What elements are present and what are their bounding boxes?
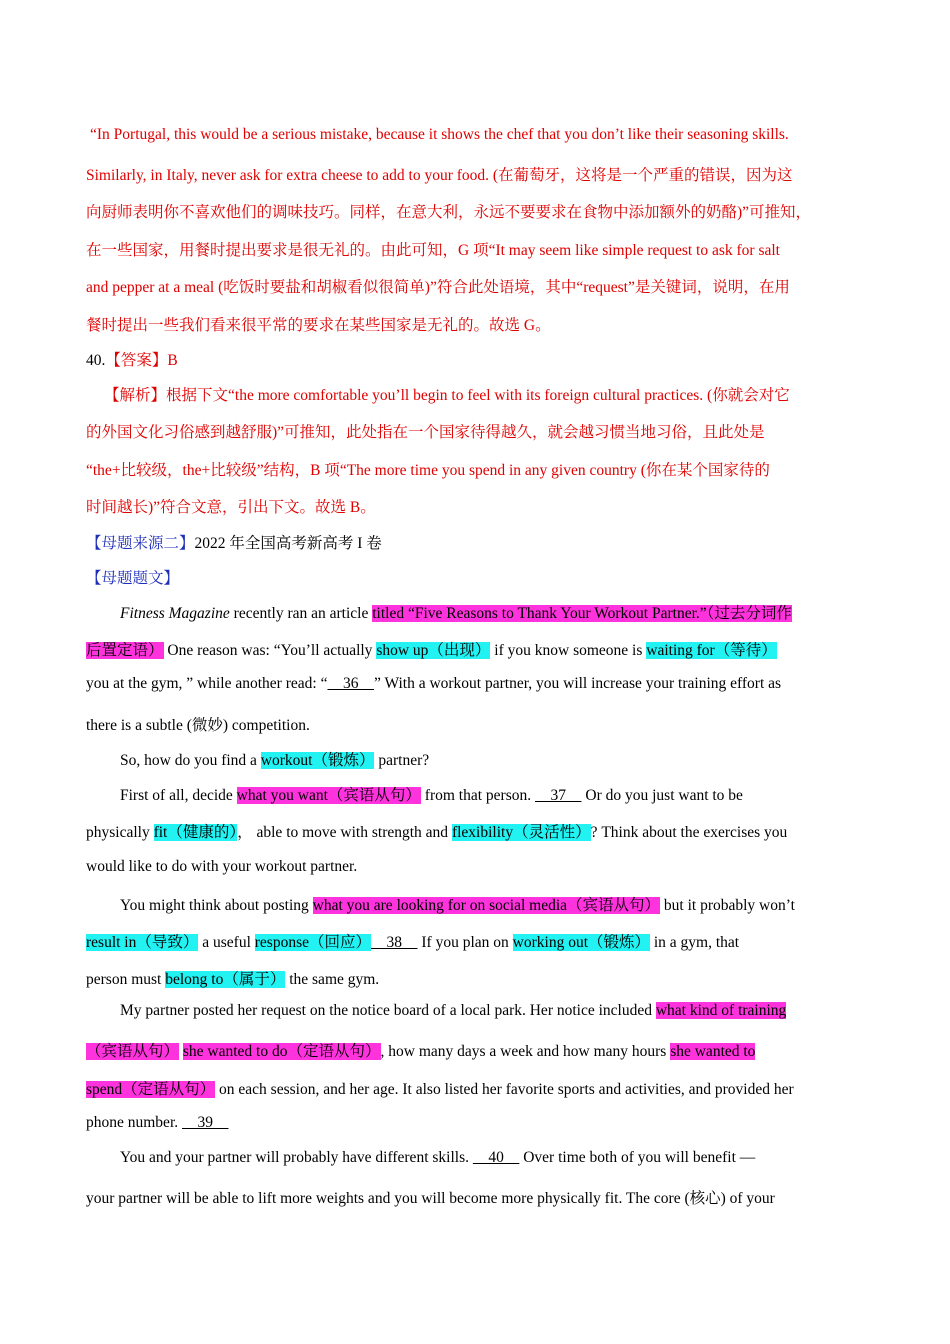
- magazine-title: Fitness Magazine: [120, 605, 230, 622]
- text-span: from that person.: [420, 787, 535, 804]
- text-span: First of all, decide: [120, 787, 237, 804]
- highlight-vocab: waiting for（等待）: [646, 642, 777, 659]
- text-span: phone number.: [86, 1114, 182, 1131]
- blank-39[interactable]: 39: [182, 1114, 229, 1131]
- text-span: a useful: [198, 934, 255, 951]
- passage-p4-line-3: [86, 967, 379, 989]
- q40-answer: B: [167, 352, 178, 369]
- blank-37[interactable]: 37: [535, 787, 582, 804]
- q39-analysis-line-3: 向厨师表明你不喜欢他们的调味技巧。同样，在意大利，永远不要要求在食物中添加额外的奶酪)”可推知，: [86, 204, 812, 221]
- source-text: 2022 年全国高考新高考 I 卷: [194, 535, 382, 552]
- passage-p1-line-3: [86, 675, 781, 693]
- text-span: If you plan on: [417, 934, 513, 951]
- q40-answer-tag: 【答案】: [105, 352, 168, 369]
- q40-answer-line: [86, 348, 178, 370]
- passage-p4-line-1: [86, 893, 795, 915]
- highlight-grammar: titled “Five Reasons to Thank Your Workout Partner.”（过去分词作: [372, 605, 792, 622]
- text-span: ， able to move with strength and: [237, 824, 452, 841]
- text-span: So, how do you find a: [120, 752, 261, 769]
- passage-p5-line-4: [86, 1114, 229, 1132]
- highlight-grammar: she wanted to do（定语从句）: [182, 1043, 381, 1060]
- q40-number: 40.: [86, 352, 106, 369]
- blank-36[interactable]: 36: [327, 675, 374, 692]
- text-span: , how many days a week and how many hours: [380, 1043, 671, 1060]
- text-span: partner?: [374, 752, 430, 769]
- q39-analysis-line-5: and pepper at a meal (吃饭时要盐和胡椒看似很简单)”符合此处语境，其中“request”是关键词，说明，在用: [86, 279, 790, 296]
- passage-p6-line-2: your partner will be able to lift more weights and you will become more physically fit. The core (核心) of your: [86, 1190, 775, 1207]
- q39-analysis-line-1: “In Portugal, this would be a serious mistake, because it shows the chef that you don’t like their seasoning skills.: [90, 126, 789, 143]
- text-span: Over time both of you will benefit —: [519, 1149, 756, 1166]
- highlight-grammar: （宾语从句）: [86, 1043, 180, 1060]
- highlight-grammar: what you want（宾语从句）: [236, 787, 421, 804]
- passage-p5-line-3: [86, 1077, 794, 1099]
- highlight-vocab: flexibility（灵活性）: [451, 824, 591, 841]
- passage-p4-line-2: [86, 930, 739, 952]
- highlight-grammar: spend（定语从句）: [86, 1081, 216, 1098]
- highlight-grammar: what kind of training: [655, 1002, 787, 1019]
- q40-analysis-line-1: [86, 383, 790, 405]
- q39-analysis-line-2: Similarly, in Italy, never ask for extra cheese to add to your food. (在葡萄牙，这将是一个严重的错误，因为这: [86, 167, 793, 184]
- q40-analysis-line-2: 的外国文化习俗感到越舒服)”可推知，此处指在一个国家待得越久，就会越习惯当地习俗，且此处是: [86, 424, 765, 441]
- passage-p1-line-2: [86, 638, 777, 660]
- text-span: you at the gym, ” while another read: “: [86, 675, 328, 692]
- passage-p6-line-1: [86, 1149, 755, 1167]
- text-span: ” With a workout partner, you will increase your training effort as: [373, 675, 782, 692]
- q40-analysis-tag: 【解析】: [104, 387, 167, 404]
- highlight-grammar: 后置定语）: [86, 642, 164, 659]
- text-span: physically: [86, 824, 154, 841]
- highlight-vocab: show up（出现）: [376, 642, 491, 659]
- highlight-vocab: working out（锻炼）: [512, 934, 650, 951]
- blank-38[interactable]: 38: [371, 934, 418, 951]
- highlight-vocab: belong to（属于）: [165, 971, 286, 988]
- q39-analysis-line-6: 餐时提出一些我们看来很平常的要求在某些国家是无礼的。故选 G。: [86, 317, 551, 334]
- text-span: You might think about posting: [120, 897, 313, 914]
- highlight-grammar: she wanted to: [670, 1043, 756, 1060]
- source-line: [86, 531, 382, 553]
- passage-p5-line-2: [86, 1039, 755, 1061]
- passage-p1-line-4: there is a subtle (微妙) competition.: [86, 717, 310, 734]
- passage-p5-line-1: [86, 1002, 786, 1020]
- highlight-grammar: what you are looking for on social media（宾语从句）: [312, 897, 661, 914]
- highlight-vocab: result in（导致）: [86, 934, 199, 951]
- passage-p1-line-1: [86, 601, 792, 623]
- text-span: Or do you just want to be: [581, 787, 743, 804]
- text-span: One reason was: “You’ll actually: [163, 642, 377, 659]
- q39-analysis-line-4: 在一些国家，用餐时提出要求是很无礼的。由此可知，G 项“It may seem like simple request to ask for salt: [86, 242, 780, 259]
- q40-analysis-line-4: 时间越长)”符合文意，引出下文。故选 B。: [86, 499, 376, 516]
- blank-40[interactable]: 40: [472, 1149, 520, 1166]
- text-span: My partner posted her request on the notice board of a local park. Her notice included: [120, 1002, 656, 1019]
- text-span: in a gym, that: [650, 934, 740, 951]
- source-tag: 【母题来源二】: [86, 535, 195, 552]
- passage-p3-line-1: [86, 783, 743, 805]
- text-span: person must: [86, 971, 166, 988]
- passage-tag: 【母题题文】: [86, 570, 180, 587]
- text-span: the same gym.: [285, 971, 380, 988]
- text-span: recently ran an article: [229, 605, 373, 622]
- text-span: but it probably won’t: [660, 897, 795, 914]
- text-span: ? Think about the exercises you: [590, 824, 788, 841]
- q40-analysis-line-3: “the+比较级，the+比较级”结构，B 项“The more time you spend in any given country (你在某个国家待的: [86, 462, 770, 479]
- text-span: You and your partner will probably have different skills.: [120, 1149, 473, 1166]
- highlight-vocab: fit（健康的）: [153, 824, 238, 841]
- passage-p3-line-2: [86, 820, 787, 842]
- text-span: on each session, and her age. It also listed her favorite sports and activities, and provided her: [215, 1081, 794, 1098]
- highlight-vocab: response（回应）: [254, 934, 372, 951]
- passage-p3-line-3: would like to do with your workout partner.: [86, 858, 358, 875]
- passage-p2-line-1: [86, 748, 429, 770]
- q40-analysis-text-1: 根据下文“the more comfortable you’ll begin to feel with its foreign cultural practices. (你就会对它: [166, 387, 790, 404]
- highlight-vocab: workout（锻炼）: [260, 752, 375, 769]
- text-span: if you know someone is: [490, 642, 647, 659]
